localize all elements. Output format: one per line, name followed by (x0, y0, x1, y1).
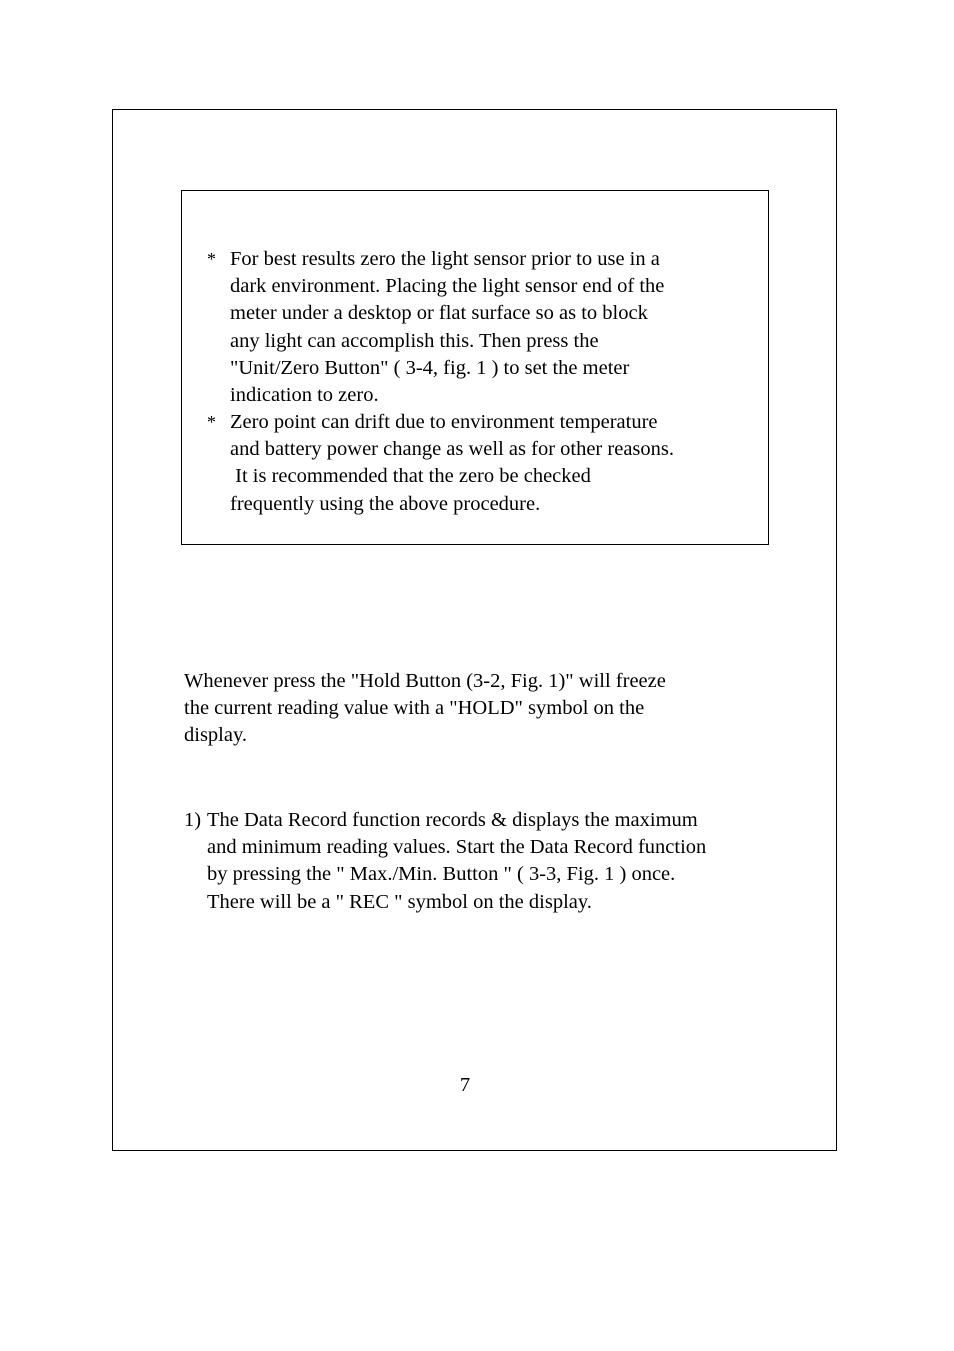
data-record-line: and minimum reading values. Start the Data Record function (207, 836, 707, 859)
hold-line: the current reading value with a "HOLD" symbol on the (184, 697, 645, 720)
note-line: dark environment. Placing the light sensor end of the (230, 275, 665, 298)
note-text (230, 409, 730, 518)
hold-line: Whenever press the "Hold Button (3-2, Fig. 1)" will freeze (184, 670, 666, 692)
note-text (230, 246, 730, 409)
list-number: 1) (184, 809, 202, 831)
note-line: indication to zero. (230, 384, 379, 407)
hold-paragraph (184, 668, 744, 750)
note-bullet: * (207, 249, 216, 269)
hold-line: display. (184, 724, 248, 747)
data-record-body (207, 807, 767, 916)
note-line: It is recommended that the zero be checked (230, 465, 591, 488)
note-line: frequently using the above procedure. (230, 492, 541, 515)
note-bullet: * (207, 412, 216, 432)
note-line: For best results zero the light sensor prior to use in a (230, 248, 660, 270)
note-line: any light can accomplish this. Then press the (230, 329, 599, 352)
data-record-line: by pressing the " Max./Min. Button " ( 3-3, Fig. 1 ) once. (207, 863, 676, 886)
data-record-line: The Data Record function records & displays the maximum (207, 809, 698, 831)
note-line: meter under a desktop or flat surface so as to block (230, 302, 648, 325)
note-line: and battery power change as well as for other reasons. (230, 438, 674, 461)
note-line: Zero point can drift due to environment temperature (230, 411, 658, 433)
data-record-line: There will be a " REC " symbol on the display. (207, 890, 592, 913)
note-line: "Unit/Zero Button" ( 3-4, fig. 1 ) to set the meter (230, 356, 630, 379)
page-number: 7 (459, 1074, 471, 1096)
